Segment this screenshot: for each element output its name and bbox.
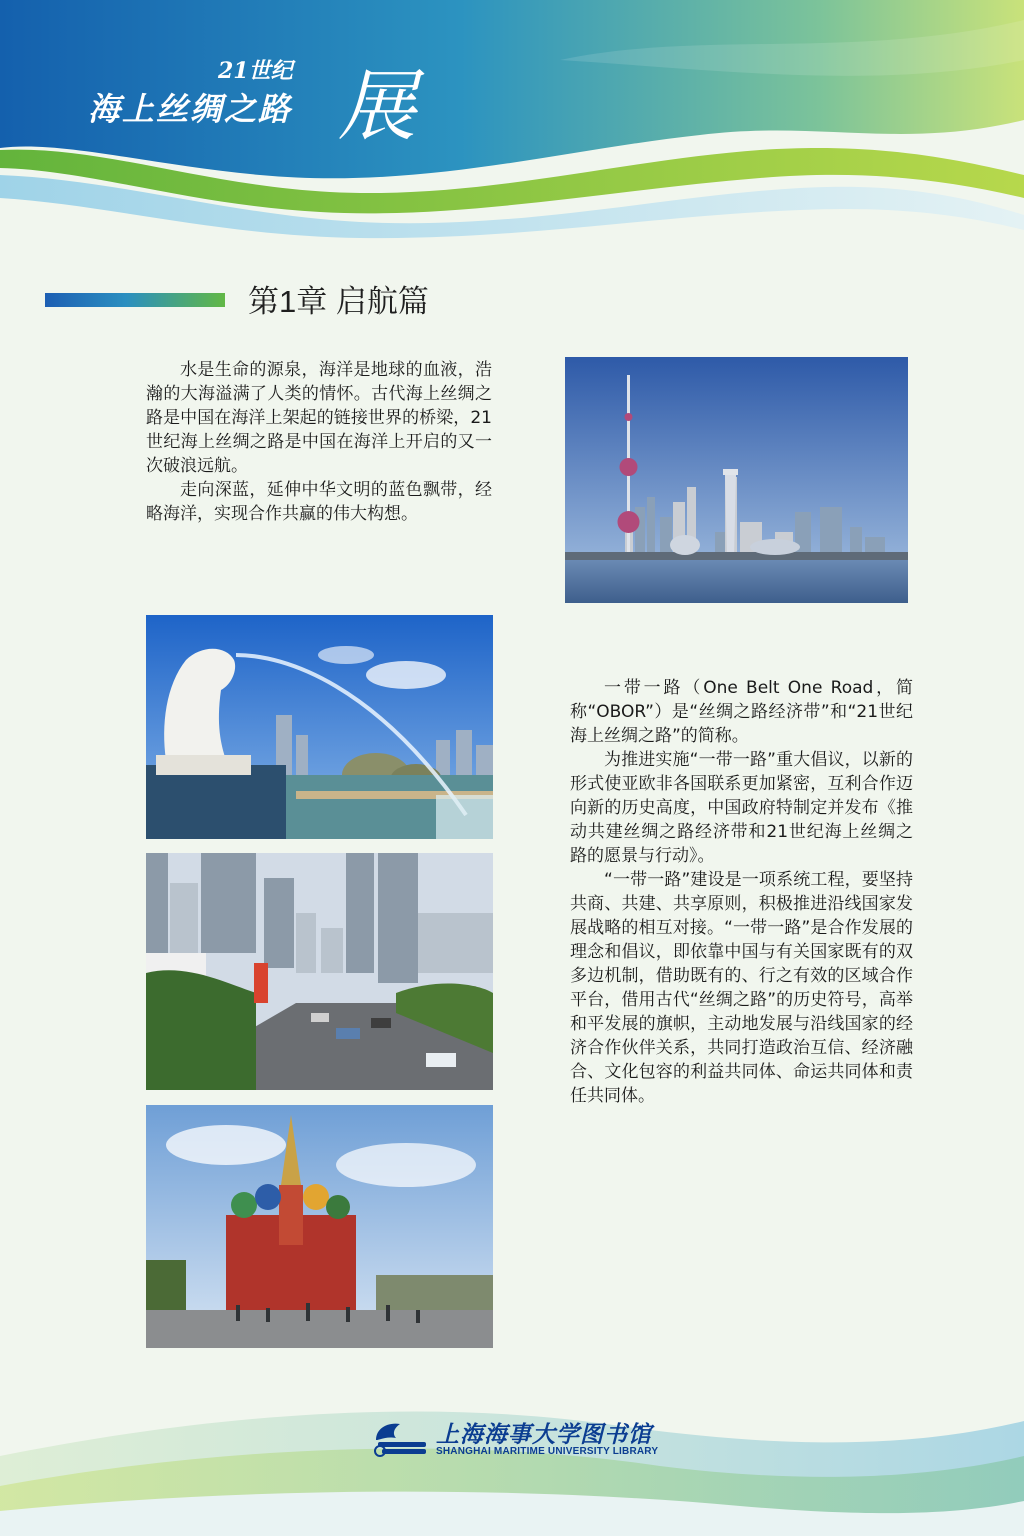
- brand-subtitle: 21世纪: [218, 58, 293, 84]
- library-name-chinese: 上海海事大学图书馆: [436, 1421, 652, 1448]
- singapore-merlion-photo: [146, 615, 493, 839]
- intro-paragraph-2: 走向深蓝，延伸中华文明的蓝色飘带，经略海洋，实现合作共赢的伟大构想。: [146, 480, 492, 524]
- jakarta-street-photo: [146, 853, 493, 1090]
- library-logo: [372, 1416, 672, 1462]
- chapter-title: 第1章 启航篇: [248, 284, 429, 319]
- brand-title: 海上丝绸之路: [88, 90, 293, 128]
- chapter-accent-bar: [45, 293, 225, 307]
- belt-road-paragraph-1: 一带一路（One Belt One Road，简称“OBOR”）是“丝绸之路经济带”和“21世纪海上丝绸之路”的简称。: [570, 678, 913, 746]
- belt-road-paragraph-2: 为推进实施“一带一路”重大倡议，以新的形式使亚欧非各国联系更加紧密，互利合作迈向新的历史高度，中国政府特制定并发布《推动共建丝绸之路经济带和21世纪海上丝绸之路的愿景与行动》。: [570, 750, 913, 866]
- belt-road-text: [570, 676, 913, 1108]
- brand-character: 展: [338, 62, 417, 152]
- library-name-english: SHANGHAI MARITIME UNIVERSITY LIBRARY: [436, 1446, 659, 1457]
- moscow-cathedral-photo: [146, 1105, 493, 1348]
- shanghai-skyline-photo: [565, 357, 908, 603]
- belt-road-paragraph-3: “一带一路”建设是一项系统工程，要坚持共商、共建、共享原则，积极推进沿线国家发展战略的相互对接。“一带一路”是合作发展的理念和倡议，即依靠中国与有关国家既有的双多边机制，借助既有的、行之有效的区域合作平台，借用古代“丝绸之路”的历史符号，高举和平发展的旗帜，主动地发展与沿线国家的经济合作伙伴关系，共同打造政治互信、经济融合、文化包容的利益共同体、命运共同体和责任共同体。: [570, 870, 913, 1106]
- intro-text: [146, 358, 492, 526]
- wave-logo-icon: [372, 1418, 430, 1458]
- intro-paragraph-1: 水是生命的源泉，海洋是地球的血液，浩瀚的大海溢满了人类的情怀。古代海上丝绸之路是中国在海洋上架起的链接世界的桥梁，21世纪海上丝绸之路是中国在海洋上开启的又一次破浪远航。: [146, 360, 492, 476]
